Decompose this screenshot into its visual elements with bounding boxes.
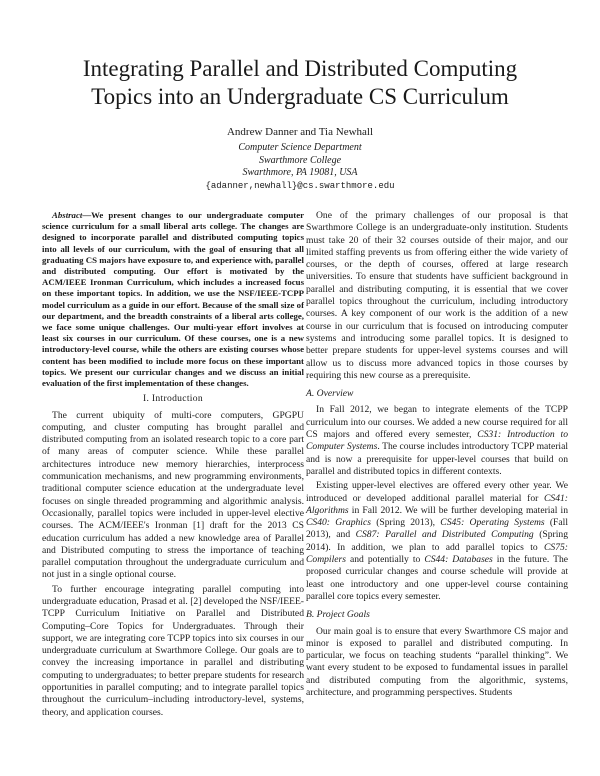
abstract-label: Abstract: [52, 210, 83, 220]
subsection-heading-project-goals: B. Project Goals: [306, 609, 370, 621]
author-names: Andrew Danner and Tia Newhall: [226, 126, 374, 138]
college: Swarthmore College: [258, 154, 342, 166]
email: {adanner,newhall}@cs.swarthmore.edu: [205, 180, 395, 191]
left-column: [42, 210, 304, 721]
department: Computer Science Department: [238, 142, 362, 153]
text-run: In Fall 2012, we began to integrate elements of the TCPP curriculum into our courses. We added a new course required for all CS majors and offered every semester,: [306, 404, 568, 441]
course-name: CS87: Parallel and Distributed Computing: [355, 529, 534, 541]
text-run: in the future. The proposed curricular changes and course schedule will provide at least one introductory and one upper-level course containing parallel core topics every semester.: [306, 554, 568, 602]
course-name: CS31: Introduction to Computer Systems: [306, 429, 568, 453]
section-heading-introduction: I. Introduction: [143, 393, 203, 405]
overview-paragraph-1: [306, 404, 568, 478]
intro-paragraph-1: The current ubiquity of multi-core computers, GPGPU computing, and cluster computing has brought parallel and distributed computing from an isolated research topic to a core part of many areas of computer science. While these parallel architectures introduce new memory hierarchies, interprocess communication mechanisms, and new programming environments, traditional computer science education at the undergraduate level focuses on single threaded programming and algorithmic analysis. Occasionally, parallel topics were included in upper-level elective courses. The ACM/IEEE's Ironman [1] draft for the 2013 CS education curriculum has added a new knowledge area of Parallel and Distributed computing to stress the importance of teaching parallel computation throughout the undergraduate curriculum and not just in a single optional course.: [42, 409, 304, 581]
goals-paragraph-1: Our main goal is to ensure that every Swarthmore CS major and minor is exposed to parallel and distributed computing. In particular, we focus on teaching students “parallel thinking”. We want every student to be exposed to fundamental issues in parallel and distributed computing from the algorithmic, systems, architecture, and programming perspectives. Students: [306, 625, 568, 698]
text-run: and potentially to: [345, 554, 425, 566]
paper-title: [40, 55, 560, 111]
right-column: [306, 210, 568, 701]
course-name: CS40: Graphics: [306, 517, 371, 529]
course-name: CS41: Algorithms: [306, 492, 568, 516]
text-run: (Spring 2014). In addition, we plan to add parallel topics to: [306, 529, 568, 553]
author-affiliation: [100, 142, 500, 192]
subsection-heading-overview: A. Overview: [306, 388, 354, 400]
location: Swarthmore, PA 19081, USA: [242, 167, 358, 178]
course-name: CS44: Databases: [424, 554, 493, 566]
abstract: [42, 210, 304, 389]
course-name: CS45: Operating Systems: [440, 517, 545, 529]
text-run: Existing upper-level electives are offered every other year. We introduced or developed additional parallel material for: [306, 480, 568, 504]
overview-paragraph-2: [306, 480, 568, 603]
text-run: . The course includes introductory TCPP material and is now a prerequisite for upper-level courses that build on parallel and distributed topics in different contexts.: [306, 441, 569, 477]
challenges-paragraph: One of the primary challenges of our proposal is that Swarthmore College is an undergraduate-only institution. Students must take 20 of their 32 courses outside of their major, and our limited staffing prevents us from offering either the wide variety of courses, or the depth of courses, offered at large research universities. To ensure that students have sufficient background in parallel and distributing computing, it is essential that we cover parallel topics throughout the curriculum, including introductory courses. A key component of our work is the addition of a new course in our curriculum that is focused on introducing computer systems and introducing some parallel topics. It is designed to better prepare students for upper-level systems courses and will allow us to discuss more advanced topics in those courses by requiring this new course as a prerequisite.: [306, 210, 568, 381]
text-run: in Fall 2012. We will be further developing material in: [348, 504, 568, 516]
course-name: CS75: Compilers: [306, 541, 568, 566]
text-run: (Fall 2013), and: [306, 517, 568, 541]
intro-paragraph-2: To further encourage integrating parallel computing into undergraduate education, Prasad et al. [2] developed the NSF/IEEE-TCPP Curriculum Initiative on Parallel and Distributed Computing–Core Topics for Undergraduates. Through their support, we are integrating core TCPP topics into six courses in our undergraduate curriculum at Swarthmore College. Our goals are to convey the increasing importance in parallel and distributing computing to undergraduates; to better prepare students for research opportunities in parallel computing; and to integrate parallel topics throughout the curriculum–including introductory-level, systems, theory, and application courses.: [42, 583, 304, 718]
text-run: (Spring 2013),: [370, 517, 441, 529]
abstract-text: —We present changes to our undergraduate computer science curriculum for a small liberal arts college. The changes are designed to incorporate parallel and distributed computing topics into all levels of our curriculum, with the goal of ensuring that all graduating CS majors have exposure to, and experience with, parallel and distributed computing. Our effort is motivated by the ACM/IEEE Ironman Curriculum, which includes a increased focus on these important topics. In addition, we use the NSF/IEEE-TCPP model curriculum as a guide in our effort. Because of the small size of our department, and the breadth constraints of a liberal arts college, we face some unique challenges. Our multi-year effort involves at least six courses in our curriculum. Of these courses, one is a new introductory-level course, while the others are existing courses whose content has been modified to include more focus on these important topics. We present our curricular changes and we discuss an initial evaluation of the first implementation of these changes.: [42, 210, 304, 389]
title-line-2: Topics into an Undergraduate CS Curriculum: [91, 84, 509, 109]
title-line-1: Integrating Parallel and Distributed Computing: [82, 56, 518, 81]
